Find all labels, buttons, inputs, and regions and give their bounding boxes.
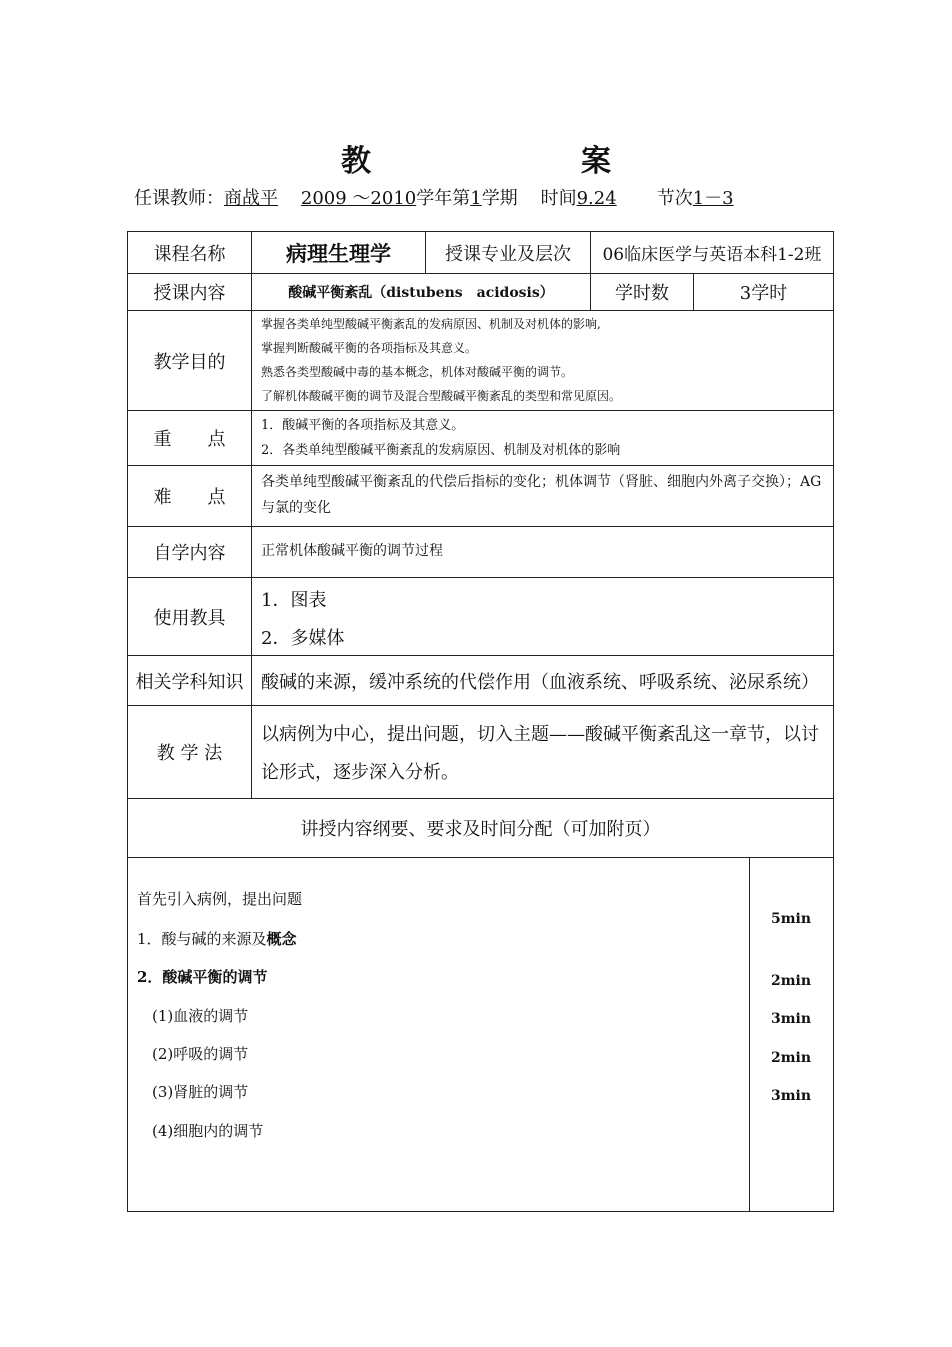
hours-label: 学时数 (615, 283, 669, 304)
term-suffix: 学期 (481, 188, 518, 209)
keypoint-item: 1．酸碱平衡的各项指标及其意义。 (261, 418, 465, 433)
outline-intro: 首先引入病例，提出问题 (137, 890, 303, 908)
outline-header: 讲授内容纲要、要求及时间分配（可加附页） (300, 819, 661, 840)
session-value: 1－3 (692, 188, 734, 209)
outline-sub-2: (2)呼吸的调节 (152, 1045, 249, 1063)
method-value: 以病例为中心，提出问题，切入主题——酸碱平衡紊乱这一章节，以讨论形式，逐步深入分析。 (261, 724, 819, 783)
outline-sub-3: (3)肾脏的调节 (152, 1083, 249, 1101)
method-label: 教 学 法 (156, 743, 223, 764)
year-suffix: 学年第 (416, 188, 471, 209)
hours-value: 3学时 (739, 283, 788, 304)
page-title: 教 案 (341, 144, 661, 179)
objective-item: 了解机体酸碱平衡的调节及混合型酸碱平衡紊乱的类型和常见原因。 (261, 389, 622, 403)
time-value-1: 5min (770, 911, 812, 927)
keypoints-list (261, 413, 831, 465)
tool-item: 1．图表 (261, 590, 327, 611)
header-info (134, 184, 734, 210)
teacher-label: 任课教师： (134, 188, 224, 209)
time-value-4: 2min (770, 1050, 812, 1066)
objectives-list (261, 311, 831, 410)
related-value: 酸碱的来源，缓冲系统的代偿作用（血液系统、呼吸系统、泌尿系统） (261, 671, 819, 693)
time-value-5: 3min (770, 1088, 812, 1104)
session-label: 节次 (656, 188, 693, 209)
objective-item: 熟悉各类型酸碱中毒的基本概念，机体对酸碱平衡的调节。 (261, 365, 574, 379)
outline-sub-1: (1)血液的调节 (152, 1007, 249, 1025)
time-value-3: 3min (770, 1011, 812, 1027)
content-label: 授课内容 (153, 283, 226, 304)
difficulty-label: 难 点 (153, 487, 226, 508)
tool-item: 2．多媒体 (261, 628, 345, 649)
major-value: 06临床医学与英语本科1-2班 (602, 245, 822, 265)
outline-sub-4: (4)细胞内的调节 (152, 1122, 264, 1140)
outline-item-1-bold: 概念 (266, 930, 297, 948)
keypoint-item: 2．各类单纯型酸碱平衡紊乱的发病原因、机制及对机体的影响 (261, 443, 621, 458)
course-name: 病理生理学 (286, 240, 391, 266)
time-label: 时间 (540, 188, 577, 209)
school-year: 2009 ～2010 (300, 188, 417, 209)
related-label: 相关学科知识 (135, 671, 244, 693)
selfstudy-value: 正常机体酸碱平衡的调节过程 (261, 543, 443, 559)
term: 1 (470, 188, 482, 209)
time-value: 9.24 (576, 188, 617, 209)
tools-label: 使用教具 (153, 607, 226, 629)
content-value: 酸碱平衡紊乱（distubens acidosis） (288, 285, 554, 301)
outline-item-1 (137, 928, 297, 949)
difficulty-value: 各类单纯型酸碱平衡紊乱的代偿后指标的变化；机体调节（肾脏、细胞内外离子交换）；AG与氯的变化 (261, 474, 822, 516)
selfstudy-label: 自学内容 (153, 543, 226, 564)
objective-item: 掌握各类单纯型酸碱平衡紊乱的发病原因、机制及对机体的影响, (261, 317, 601, 331)
outline-item-1-text: 1．酸与碱的来源及 (137, 930, 267, 948)
course-name-label: 课程名称 (153, 243, 226, 265)
objectives-label: 教学目的 (153, 351, 226, 373)
objective-item: 掌握判断酸碱平衡的各项指标及其意义。 (261, 341, 478, 355)
outline-item-2: 2．酸碱平衡的调节 (137, 968, 268, 986)
teacher-name: 商战平 (224, 188, 278, 209)
tools-list (261, 582, 829, 654)
major-label: 授课专业及层次 (445, 243, 571, 265)
time-value-2: 2min (770, 973, 812, 989)
keypoints-label: 重 点 (153, 429, 226, 450)
